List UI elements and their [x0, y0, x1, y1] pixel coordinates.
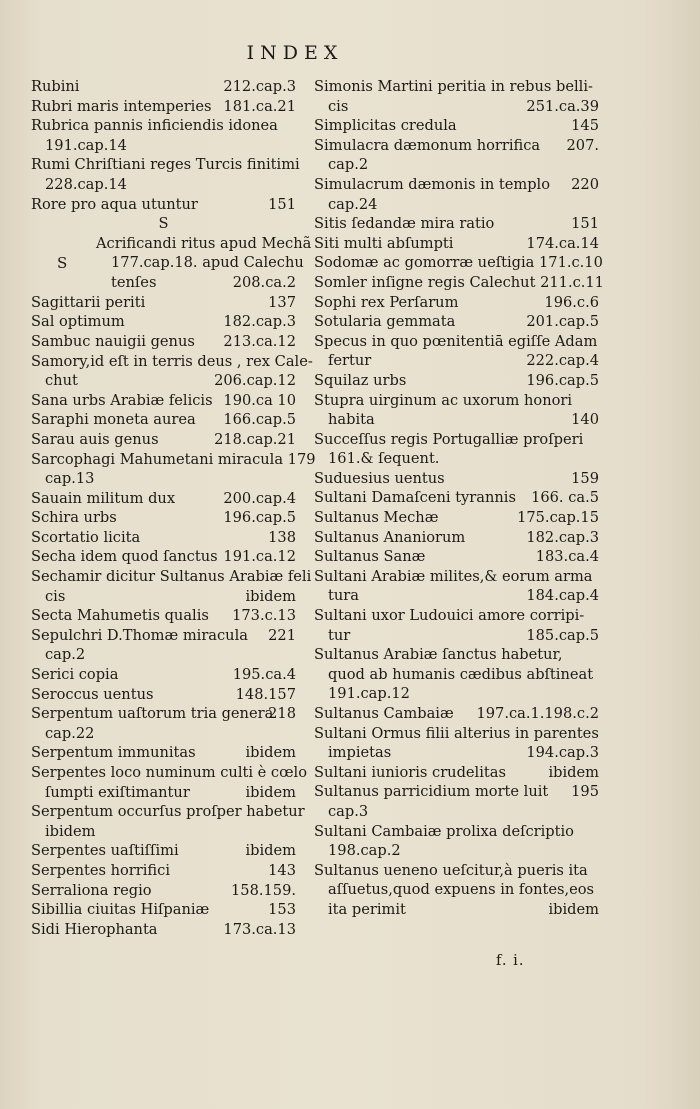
- entry-line: [31, 861, 296, 881]
- index-entry: [31, 685, 296, 705]
- entry-line: [314, 155, 599, 175]
- page-title: INDEX: [246, 42, 344, 64]
- entry-reference: 138: [268, 528, 296, 546]
- index-entry: [314, 763, 599, 783]
- index-entry: [314, 293, 599, 313]
- entry-reference: 145: [571, 117, 599, 135]
- index-entry: [31, 410, 296, 430]
- entry-text: Rubini: [31, 78, 80, 95]
- entry-reference: 143: [268, 861, 296, 879]
- entry-line: [314, 684, 599, 704]
- entry-line: [31, 665, 296, 685]
- entry-text: Sodomæ ac gomorræ ueſtigia 171.c.10: [314, 254, 603, 272]
- entry-line: [314, 743, 599, 763]
- entry-line: [31, 155, 300, 175]
- index-entry: [31, 116, 296, 155]
- index-entry: [31, 312, 296, 332]
- entry-text: Simulacra dæmonum horrifica: [314, 136, 541, 154]
- entry-line: [314, 391, 599, 411]
- entry-reference: 197.ca.1.198.c.2: [476, 705, 599, 722]
- entry-reference: 218.cap.21: [214, 430, 296, 448]
- entry-line: [31, 841, 296, 861]
- entry-reference: 166.cap.5: [223, 411, 296, 429]
- index-entry: [314, 469, 599, 489]
- index-entry: [314, 704, 599, 724]
- entry-line: [314, 332, 599, 352]
- entry-text: Serpentes uaſtiſſimi: [31, 842, 179, 860]
- index-entry: [31, 920, 296, 940]
- entry-line: [31, 371, 296, 391]
- entry-line: [314, 900, 599, 920]
- entry-reference: ibidem: [245, 587, 296, 605]
- index-entry: [314, 332, 599, 371]
- entry-reference: 206.cap.12: [214, 372, 296, 390]
- entry-line: [31, 116, 296, 136]
- index-entry: [314, 822, 599, 861]
- entry-reference: 190.ca 10: [223, 391, 296, 409]
- entry-line: [314, 626, 599, 646]
- entry-line: [31, 352, 313, 372]
- index-entry: [31, 547, 296, 567]
- index-entry: [31, 802, 305, 841]
- entry-text: Squilaz urbs: [314, 371, 407, 389]
- index-entry: [314, 508, 599, 528]
- index-entry: [314, 724, 599, 763]
- entry-reference: 196.cap.5: [526, 371, 599, 389]
- entry-line: [314, 293, 599, 313]
- index-entry: [314, 175, 599, 214]
- entry-text: Serici copia: [31, 666, 119, 684]
- index-entry: [314, 606, 599, 645]
- entry-text: Serpentum occurſus proſper habetur: [31, 803, 305, 821]
- entry-line: [314, 763, 599, 783]
- entry-reference: 148.157: [235, 685, 296, 703]
- entry-text: Simulacrum dæmonis in templo: [314, 175, 551, 193]
- index-entry: [314, 782, 599, 821]
- index-entry: [314, 273, 604, 293]
- entry-text: Suduesius uentus: [314, 469, 445, 487]
- index-entry: [31, 881, 296, 901]
- entry-reference: 191.ca.12: [223, 548, 296, 566]
- index-entry: [31, 77, 296, 97]
- entry-text: Sepulchri D.Thomæ miracula: [31, 626, 248, 644]
- entry-reference: 153: [268, 901, 296, 919]
- entry-reference: 175.cap.15: [517, 509, 599, 527]
- entry-text: impietas: [328, 744, 392, 762]
- index-entry: [31, 606, 296, 626]
- entry-line: [314, 822, 599, 842]
- entry-text: Sultani iunioris crudelitas: [314, 763, 506, 781]
- entry-line: [314, 312, 599, 332]
- entry-reference: 166. ca.5: [531, 489, 599, 507]
- entry-text: Serpentum uaſtorum tria genera: [31, 705, 274, 723]
- entry-line: [314, 97, 599, 117]
- section-s-opening-entry: [31, 234, 312, 293]
- index-entry: [314, 567, 599, 606]
- entry-reference: 221: [268, 626, 296, 644]
- entry-line: [31, 645, 296, 665]
- entry-text: Serraliona regio: [31, 881, 152, 899]
- entry-line: [31, 685, 296, 705]
- entry-line: [314, 704, 599, 724]
- index-entry: [31, 528, 296, 548]
- index-entry: [31, 391, 296, 411]
- entry-text: cap.24: [328, 195, 378, 213]
- entry-reference: 183.ca.4: [535, 548, 599, 566]
- entry-line: [314, 136, 599, 156]
- entry-text: Sultanus Mechæ: [314, 509, 439, 527]
- entry-line: [31, 312, 296, 332]
- entry-text: cis: [45, 587, 66, 605]
- entry-line: [314, 861, 599, 881]
- entry-reference: 151: [571, 215, 599, 233]
- entry-line: [314, 214, 599, 234]
- index-entry: [31, 195, 296, 215]
- entry-line: [314, 586, 599, 606]
- entry-line: tenſes 208.ca.2: [111, 273, 296, 291]
- entry-reference: 158.159.: [231, 881, 296, 899]
- entry-text: Serpentes loco numinum culti è cœlo: [31, 764, 307, 781]
- index-entry: [314, 77, 599, 116]
- index-entry: [31, 97, 296, 117]
- entry-text: Sultanus Arabiæ ſanctus habetur,: [314, 646, 563, 664]
- entry-text: Rore pro aqua utuntur: [31, 195, 198, 213]
- entry-text: Rubri maris intemperies: [31, 97, 212, 115]
- index-entry: [31, 704, 296, 743]
- entry-text: tur: [328, 626, 351, 644]
- index-entry: [31, 332, 296, 352]
- entry-reference: 200.cap.4: [223, 489, 296, 507]
- index-entry: [314, 645, 599, 704]
- entry-text: Saraphi moneta aurea: [31, 411, 196, 429]
- index-entry: [314, 312, 599, 332]
- entry-text: Sultani Arabiæ milites,& eorum arma: [314, 567, 593, 585]
- entry-reference: ibidem: [245, 744, 296, 762]
- entry-line: Acrificandi ritus apud Mechã: [96, 234, 312, 252]
- entry-reference: 184.cap.4: [526, 587, 599, 605]
- entry-text: Specus in quo pœnitentiā egiſſe Adam: [314, 332, 598, 350]
- entry-text: Sibillia ciuitas Hiſpaniæ: [31, 901, 210, 919]
- entry-reference: 201.cap.5: [526, 313, 599, 331]
- entry-line: [31, 508, 296, 528]
- entry-text: Samory,id eſt in terris deus , rex Cale-: [31, 352, 313, 370]
- entry-line: [314, 410, 599, 430]
- index-entry: [31, 567, 312, 606]
- entry-text: Schira urbs: [31, 509, 117, 527]
- entry-text: Serpentes horrifici: [31, 861, 170, 879]
- entry-reference: ibidem: [245, 842, 296, 860]
- entry-reference: 173.ca.13: [223, 920, 296, 938]
- entry-reference: ibidem: [548, 763, 599, 781]
- entry-line: [31, 567, 312, 587]
- entry-text: Sultani uxor Ludouici amore corripi-: [314, 607, 585, 625]
- entry-reference: 182.cap.3: [223, 313, 296, 331]
- entry-reference: 185.cap.5: [526, 626, 599, 644]
- entry-text: tura: [328, 587, 359, 605]
- entry-reference: 182.cap.3: [526, 528, 599, 546]
- entry-line: [31, 822, 296, 842]
- entry-text: habita: [328, 411, 375, 429]
- index-entry: [314, 528, 599, 548]
- entry-text: Stupra uirginum ac uxorum honori: [314, 391, 573, 409]
- entry-reference: 213.ca.12: [223, 332, 296, 350]
- index-entry: [314, 116, 599, 136]
- entry-reference: 218: [268, 705, 296, 723]
- index-entry: [31, 861, 296, 881]
- index-entry: [31, 841, 296, 861]
- entry-line: [314, 547, 599, 567]
- entry-line: [31, 469, 296, 489]
- entry-text: Sidi Hierophanta: [31, 920, 158, 938]
- entry-line: [314, 273, 604, 293]
- entry-line: [31, 410, 296, 430]
- entry-text: Sauain militum dux: [31, 489, 176, 507]
- entry-text: Sarau auis genus: [31, 430, 159, 448]
- entry-line: 177.cap.18. apud Calechu: [111, 254, 304, 272]
- index-entry: [31, 665, 296, 685]
- index-entry: [314, 488, 599, 508]
- index-entry: [31, 155, 300, 194]
- entry-line: [31, 136, 296, 156]
- entry-line: [31, 881, 296, 901]
- entry-line: [31, 783, 296, 803]
- entry-text: Secha idem quod ſanctus: [31, 548, 218, 566]
- entry-text: 198.cap.2: [328, 842, 401, 860]
- index-entry: [314, 371, 599, 391]
- entry-line: [31, 743, 296, 763]
- entry-text: cap.2: [45, 646, 86, 664]
- entry-text: Sitis ſedandæ mira ratio: [314, 215, 495, 233]
- entry-text: Sultanus Ananiorum: [314, 528, 466, 546]
- entry-line: [314, 645, 599, 665]
- entry-line: [314, 116, 599, 136]
- entry-line: [31, 175, 296, 195]
- index-entry: [314, 234, 599, 254]
- entry-line: [31, 293, 296, 313]
- entry-line: [31, 195, 296, 215]
- index-entry: [31, 352, 313, 391]
- entry-line: [31, 450, 316, 470]
- entry-line: [31, 332, 296, 352]
- entry-line: [314, 665, 599, 685]
- entry-reference: 195.ca.4: [232, 666, 296, 684]
- entry-line: [31, 97, 296, 117]
- entry-line: [314, 469, 599, 489]
- index-entry: [314, 391, 599, 430]
- entry-reference: 212.cap.3: [223, 78, 296, 95]
- entry-line: [314, 175, 599, 195]
- entry-line: [314, 351, 599, 371]
- entry-text: cis: [328, 97, 349, 115]
- entry-reference: 207.: [566, 136, 599, 154]
- index-column-left: [31, 77, 316, 939]
- entry-text: Siti multi abſumpti: [314, 234, 454, 252]
- entry-text: Somler inſigne regis Calechut 211.c.11: [314, 273, 604, 291]
- entry-text: ſumpti exiſtimantur: [45, 783, 190, 801]
- entry-line: [31, 763, 307, 783]
- entry-line: [314, 606, 599, 626]
- entry-reference: 222.cap.4: [526, 352, 599, 370]
- entry-line: [314, 508, 599, 528]
- index-entry: [314, 136, 599, 175]
- entry-text: Sotularia gemmata: [314, 313, 456, 331]
- index-entry: [31, 293, 296, 313]
- entry-text: Sambuc nauigii genus: [31, 332, 195, 350]
- entry-line: [31, 606, 296, 626]
- entry-line: [31, 724, 296, 744]
- entry-line: [31, 587, 296, 607]
- entry-line: [31, 900, 296, 920]
- entry-line: [314, 77, 599, 97]
- entry-text: Sal optimum: [31, 313, 125, 331]
- index-entry: [314, 861, 599, 920]
- entry-text: Sophi rex Perſarum: [314, 293, 459, 311]
- entry-line: [314, 371, 599, 391]
- entry-text: 191.cap.12: [328, 685, 410, 703]
- entry-reference: 159: [571, 469, 599, 487]
- entry-reference: 181.ca.21: [223, 97, 296, 115]
- index-entry: [31, 489, 296, 509]
- entry-text: 161.& ſequent.: [328, 450, 440, 468]
- entry-text: Sagittarii periti: [31, 293, 146, 311]
- entry-reference: 151: [268, 195, 296, 213]
- index-entry: [31, 626, 296, 665]
- entry-line: [314, 528, 599, 548]
- entry-text: Sultanus Cambaiæ: [314, 705, 454, 722]
- entry-line: [31, 528, 296, 548]
- entry-line: [314, 841, 599, 861]
- entry-text: Rubrica pannis inficiendis idonea: [31, 117, 278, 135]
- entry-line: [31, 626, 296, 646]
- index-entry: [31, 743, 296, 763]
- index-entry: [31, 508, 296, 528]
- entry-line: [31, 391, 296, 411]
- entry-reference: 137: [268, 293, 296, 311]
- entry-text: Sana urbs Arabiæ felicis: [31, 391, 213, 409]
- entry-line: [314, 449, 599, 469]
- index-column-right: [314, 77, 604, 920]
- section-letter: S: [158, 215, 169, 233]
- entry-text: cap.22: [45, 724, 95, 742]
- index-entry: [314, 214, 599, 234]
- entry-text: Sechamir dicitur Sultanus Arabiæ feli: [31, 568, 312, 586]
- entry-line: [31, 920, 296, 940]
- entry-reference: 196.c.6: [544, 293, 599, 311]
- entry-text: ibidem: [45, 822, 96, 840]
- entry-text: ita perimit: [328, 900, 406, 918]
- entry-text: Serpentum immunitas: [31, 744, 196, 762]
- entry-reference: 140: [571, 411, 599, 429]
- entry-line: [31, 77, 296, 97]
- entry-text: Sultanus ueneno ueſcitur,à pueris ita: [314, 861, 588, 879]
- entry-reference: 195: [571, 783, 599, 801]
- entry-reference: 251.ca.39: [526, 97, 599, 115]
- entry-text: Rumi Chriſtiani reges Turcis finitimi: [31, 156, 300, 174]
- entry-text: Seroccus uentus: [31, 685, 154, 703]
- entry-reference: 173.c.13: [232, 607, 296, 625]
- index-entry: [314, 547, 599, 567]
- entry-reference: ibidem: [245, 783, 296, 801]
- entry-line: [314, 567, 599, 587]
- entry-reference: 196.cap.5: [223, 509, 296, 527]
- entry-line: [31, 547, 296, 567]
- entry-text: 228.cap.14: [45, 175, 127, 193]
- entry-line: [314, 488, 599, 508]
- entry-text: cap.13: [45, 470, 95, 488]
- entry-text: Sarcophagi Mahumetani miracula 179: [31, 450, 316, 468]
- entry-reference: 174.ca.14: [526, 234, 599, 252]
- entry-text: Simplicitas credula: [314, 117, 457, 135]
- entry-reference: 220: [571, 175, 599, 193]
- entry-line: [314, 195, 599, 215]
- index-entry: [31, 430, 296, 450]
- entry-line: [31, 430, 296, 450]
- index-entry: [31, 763, 307, 802]
- entry-text: quod ab humanis cædibus abſtineat: [328, 665, 594, 683]
- entry-reference: ibidem: [548, 900, 599, 918]
- index-entry: [314, 430, 599, 469]
- entry-text: Sultani Ormus filii alterius in parentes: [314, 724, 599, 742]
- entry-line: [31, 489, 296, 509]
- index-entry: [31, 450, 316, 489]
- initial-letter: S: [57, 253, 68, 272]
- entry-text: Simonis Martini peritia in rebus belli-: [314, 78, 593, 95]
- entry-line: [314, 234, 599, 254]
- index-entry: [314, 253, 603, 273]
- entry-text: Secta Mahumetis qualis: [31, 607, 209, 625]
- entry-line: [314, 724, 599, 744]
- entry-reference: 194.cap.3: [526, 744, 599, 762]
- entry-text: cap.2: [328, 156, 369, 174]
- entry-text: Succeſſus regis Portugalliæ proſperi: [314, 430, 584, 448]
- entry-line: [314, 253, 603, 273]
- entry-line: [314, 880, 599, 900]
- entry-text: Scortatio licita: [31, 528, 141, 546]
- entry-line: [314, 802, 599, 822]
- entry-text: 191.cap.14: [45, 136, 127, 154]
- entry-text: Sultani Damaſceni tyrannis: [314, 489, 516, 507]
- entry-text: fertur: [328, 352, 372, 370]
- entry-text: Sultanus parricidium morte luit: [314, 783, 549, 801]
- entry-line: [314, 430, 599, 450]
- entry-text: chut: [45, 372, 78, 390]
- entry-text: Sultanus Sanæ: [314, 548, 426, 566]
- signature-mark: f. i.: [496, 952, 525, 969]
- entry-text: Sultani Cambaiæ prolixa deſcriptio: [314, 822, 574, 840]
- index-entry: [31, 900, 296, 920]
- entry-line: [314, 782, 599, 802]
- entry-line: [31, 704, 296, 724]
- entry-text: aſſuetus,quod expuens in fontes,eos: [328, 881, 595, 899]
- entry-line: [31, 802, 305, 822]
- entry-text: cap.3: [328, 802, 369, 820]
